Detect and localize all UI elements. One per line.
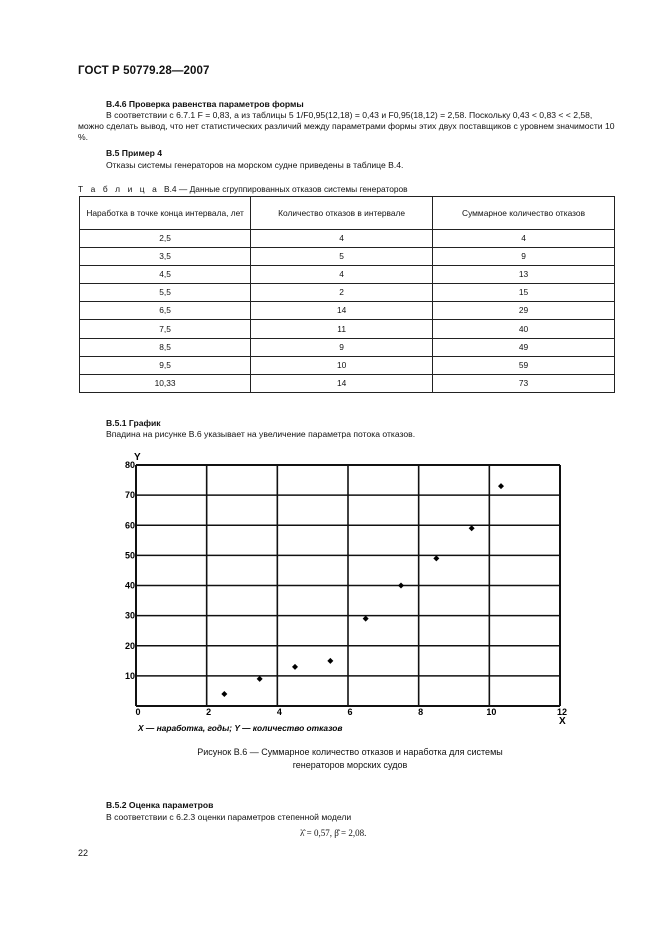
- y-tick-label: 80: [124, 460, 135, 470]
- data-point: [469, 525, 475, 531]
- table-cell: 2: [251, 284, 433, 302]
- x-axis-letter: X: [559, 716, 566, 727]
- table-cell: 13: [433, 266, 615, 284]
- table-header-cell: Суммарное количество отказов: [433, 197, 615, 230]
- data-point: [498, 483, 504, 489]
- x-tick-label: 10: [486, 707, 497, 717]
- chart-grid: [136, 465, 560, 706]
- figure-caption-line1: Рисунок В.6 — Суммарное количество отказов и наработка для системы: [197, 747, 503, 757]
- section-b5-title: В.5 Пример 4: [106, 148, 163, 158]
- table-cell: 59: [433, 356, 615, 374]
- section-b46-title: В.4.6 Проверка равенства параметров формы: [106, 99, 304, 109]
- table-row: [80, 356, 615, 374]
- table-cell: 40: [433, 320, 615, 338]
- table-cell: 5: [251, 248, 433, 266]
- table-row: [80, 266, 615, 284]
- x-tick-label: 12: [556, 707, 568, 717]
- table-cell: 8,5: [80, 338, 251, 356]
- data-point: [257, 676, 263, 682]
- data-point: [398, 583, 404, 589]
- table-cell: 4: [251, 266, 433, 284]
- x-tick-label: 4: [276, 707, 282, 717]
- table-header-row: [80, 197, 615, 230]
- table-row: [80, 302, 615, 320]
- y-tick-label: 40: [124, 580, 135, 591]
- table-cell: 4: [251, 230, 433, 248]
- table-cell: 14: [251, 302, 433, 320]
- parameter-estimates: λ̂ = 0,57, β̂ = 2,08.: [300, 828, 367, 838]
- table-cell: 5,5: [80, 284, 251, 302]
- table-cell: 3,5: [80, 248, 251, 266]
- section-b52-title: В.5.2 Оценка параметров: [106, 800, 214, 810]
- table-header-cell: Количество отказов в интервале: [251, 197, 433, 230]
- table-cell: 73: [433, 374, 615, 392]
- table-cell: 4: [433, 230, 615, 248]
- section-b46-paragraph: В соответствии с 6.7.1 F = 0,83, а из таблицы 5 1/F0,95(12,18) = 0,43 и F0,95(18,12) = 2,58. Поскольку 0,43 < 0,83 < < 2,58, можно сделать вывод, что нет статистических различий между параметрами формы этих двух поставщиков с уровнем значимости 10 %.: [78, 110, 615, 143]
- y-tick-label: 70: [124, 490, 135, 501]
- section-b51-title: В.5.1 График: [106, 418, 161, 428]
- table-cell: 15: [433, 284, 615, 302]
- y-axis-letter: Y: [134, 452, 141, 463]
- chart-ticks: [125, 460, 567, 717]
- section-b52-text: В соответствии с 6.2.3 оценки параметров степенной модели: [106, 812, 352, 822]
- y-tick-label: 20: [124, 640, 135, 651]
- table-cell: 49: [433, 338, 615, 356]
- table-cell: 10: [251, 356, 433, 374]
- section-b5-text: Отказы системы генераторов на морском судне приведены в таблице В.4.: [106, 160, 404, 170]
- page-number: 22: [78, 848, 89, 858]
- chart-legend: X — наработка, годы; Y — количество отказов: [138, 723, 343, 733]
- table-cell: 14: [251, 374, 433, 392]
- table-caption-prefix: Т а б л и ц а: [78, 184, 160, 194]
- cumulative-failures-chart: [100, 448, 580, 740]
- x-tick-label: 6: [347, 707, 353, 717]
- data-point: [363, 616, 369, 622]
- x-tick-label: 8: [418, 707, 424, 717]
- table-row: [80, 248, 615, 266]
- figure-caption: [140, 746, 560, 772]
- y-tick-label: 50: [124, 550, 135, 561]
- failure-data-table: [79, 196, 615, 393]
- figure-caption-line2: генераторов морских судов: [292, 760, 408, 770]
- chart-points: [221, 483, 504, 697]
- table-row: [80, 230, 615, 248]
- document-header: ГОСТ Р 50779.28—2007: [78, 65, 210, 77]
- table-cell: 9: [433, 248, 615, 266]
- table-row: [80, 338, 615, 356]
- x-tick-label: 2: [206, 707, 212, 717]
- table-cell: 9: [251, 338, 433, 356]
- table-cell: 29: [433, 302, 615, 320]
- y-tick-label: 10: [124, 670, 135, 681]
- table-caption: [78, 184, 408, 195]
- table-cell: 11: [251, 320, 433, 338]
- table-header-cell: Наработка в точке конца интервала, лет: [80, 197, 251, 230]
- section-b46-text: [78, 110, 618, 144]
- table-row: [80, 374, 615, 392]
- table-cell: 2,5: [80, 230, 251, 248]
- data-point: [433, 555, 439, 561]
- table-caption-text: В.4 — Данные сгруппированных отказов системы генераторов: [164, 184, 408, 194]
- table-cell: 4,5: [80, 266, 251, 284]
- table-cell: 9,5: [80, 356, 251, 374]
- y-tick-label: 30: [124, 610, 135, 621]
- section-b51-text: Впадина на рисунке В.6 указывает на увеличение параметра потока отказов.: [106, 429, 416, 439]
- x-tick-label: 0: [135, 707, 141, 717]
- data-point: [292, 664, 298, 670]
- y-tick-label: 60: [124, 520, 135, 531]
- table-cell: 10,33: [80, 374, 251, 392]
- table-row: [80, 284, 615, 302]
- data-point: [221, 691, 227, 697]
- table-cell: 7,5: [80, 320, 251, 338]
- data-point: [327, 658, 333, 664]
- table-row: [80, 320, 615, 338]
- table-cell: 6,5: [80, 302, 251, 320]
